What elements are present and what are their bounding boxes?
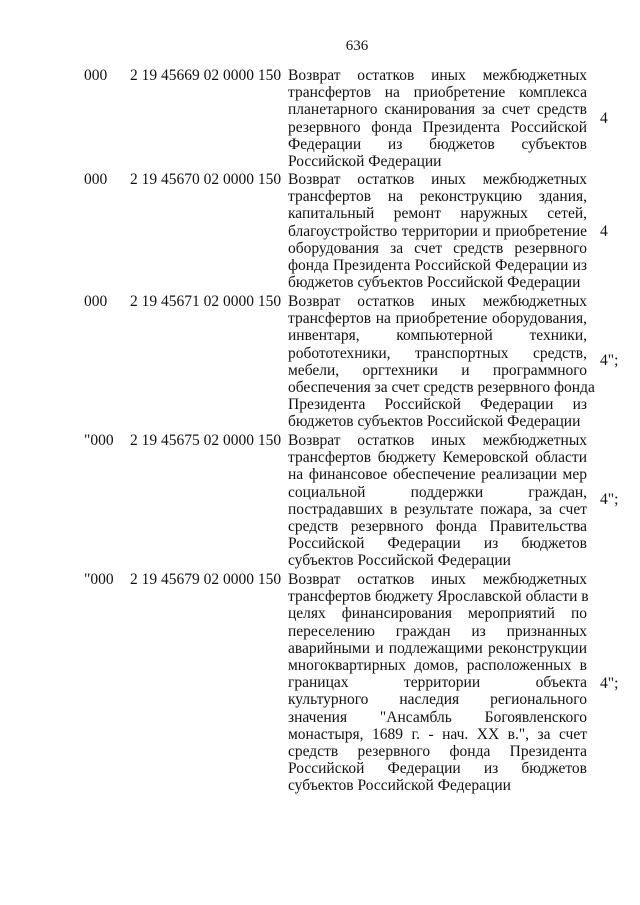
description-line: пострадавших в результате пожара, за счет bbox=[288, 500, 587, 518]
description-line: Возврат остатков иных межбюджетных bbox=[288, 293, 587, 310]
row-kbk-code: 2 19 45670 02 0000 150 bbox=[130, 171, 282, 188]
description-line: трансфертов на приобретение оборудования, bbox=[288, 310, 587, 328]
description-line: Возврат остатков иных межбюджетных bbox=[288, 571, 587, 588]
description-line: Возврат остатков иных межбюджетных bbox=[288, 432, 587, 449]
description-line: резервного фонда Президента Российской bbox=[288, 118, 587, 136]
description-line: Российской Федерации из бюджетов bbox=[288, 760, 587, 778]
description-line: на финансовое обеспечение реализации мер bbox=[288, 466, 587, 484]
description-line: робототехники, транспортных средств, bbox=[288, 344, 587, 362]
description-line: оборудования за счет средств резервного bbox=[288, 239, 587, 257]
row-kbk-code: 2 19 45669 02 0000 150 bbox=[130, 67, 282, 84]
row-description bbox=[288, 571, 587, 794]
row-value: 4 bbox=[600, 110, 608, 127]
description-line: Президента Российской Федерации из bbox=[288, 396, 587, 414]
description-line: переселению граждан из признанных bbox=[288, 622, 587, 640]
description-line: многоквартирных домов, расположенных в bbox=[288, 656, 587, 674]
description-line: Возврат остатков иных межбюджетных bbox=[288, 67, 587, 84]
row-code: "000 bbox=[84, 432, 114, 449]
description-line: значения "Ансамбль Богоявленского bbox=[288, 708, 587, 726]
description-line: трансфертов на реконструкцию здания, bbox=[288, 188, 587, 206]
description-line: планетарного сканирования за счет средств bbox=[288, 101, 587, 119]
description-line: средств резервного фонда Правительства bbox=[288, 517, 587, 535]
description-line: обеспечения за счет средств резервного фонда bbox=[288, 378, 595, 396]
row-description bbox=[288, 432, 587, 570]
description-line: Российской Федерации из бюджетов bbox=[288, 535, 587, 553]
description-line: средств резервного фонда Президента bbox=[288, 742, 587, 760]
description-line: трансфертов бюджету Ярославской области в bbox=[288, 588, 589, 606]
description-line: аварийными и подлежащими реконструкции bbox=[288, 639, 587, 657]
row-description bbox=[288, 67, 587, 170]
row-code: 000 bbox=[84, 171, 108, 188]
row-kbk-code: 2 19 45679 02 0000 150 bbox=[130, 571, 282, 588]
row-code: 000 bbox=[84, 293, 108, 310]
row-value: 4"; bbox=[600, 491, 619, 508]
description-line: социальной поддержки граждан, bbox=[288, 483, 587, 501]
row-value: 4 bbox=[600, 223, 608, 240]
description-line: фонда Президента Российской Федерации из bbox=[288, 256, 587, 274]
description-line: трансфертов на приобретение комплекса bbox=[288, 84, 587, 102]
row-value: 4"; bbox=[600, 675, 619, 692]
row-description bbox=[288, 171, 587, 291]
description-line: целях финансирования мероприятий по bbox=[288, 605, 587, 623]
description-line: Федерации из бюджетов субъектов bbox=[288, 135, 587, 153]
row-value: 4"; bbox=[600, 352, 619, 369]
page-number: 636 bbox=[345, 38, 369, 54]
description-line: трансфертов бюджету Кемеровской области bbox=[288, 449, 587, 467]
description-line: монастыря, 1689 г. - нач. XX в.", за счет bbox=[288, 725, 587, 743]
row-description bbox=[288, 293, 595, 431]
description-line: Российской Федерации bbox=[288, 152, 442, 170]
row-kbk-code: 2 19 45671 02 0000 150 bbox=[130, 293, 282, 310]
description-line: бюджетов субъектов Российской Федерации bbox=[288, 274, 581, 292]
row-code: "000 bbox=[84, 571, 114, 588]
description-line: субъектов Российской Федерации bbox=[288, 777, 511, 795]
description-line: культурного наследия регионального bbox=[288, 691, 587, 709]
description-line: благоустройство территории и приобретение bbox=[288, 222, 587, 240]
description-line: инвентаря, компьютерной техники, bbox=[288, 327, 587, 345]
description-line: границах территории объекта bbox=[288, 674, 587, 692]
description-line: Возврат остатков иных межбюджетных bbox=[288, 171, 587, 188]
row-kbk-code: 2 19 45675 02 0000 150 bbox=[130, 432, 282, 449]
description-line: мебели, оргтехники и программного bbox=[288, 361, 587, 379]
description-line: капитальный ремонт наружных сетей, bbox=[288, 205, 587, 223]
row-code: 000 bbox=[84, 67, 108, 84]
description-line: субъектов Российской Федерации bbox=[288, 552, 511, 570]
description-line: бюджетов субъектов Российской Федерации bbox=[288, 413, 581, 431]
